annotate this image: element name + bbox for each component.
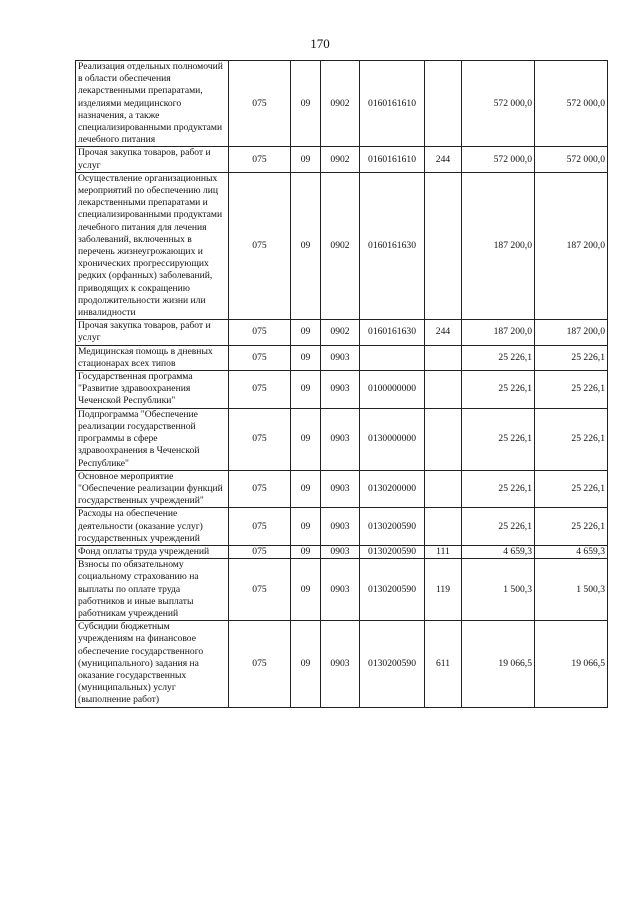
ministry-code: 075 bbox=[229, 61, 291, 147]
subsection-code: 0903 bbox=[321, 621, 360, 707]
amount-year-2: 25 226,1 bbox=[535, 470, 608, 508]
amount-year-1: 25 226,1 bbox=[462, 508, 535, 546]
row-name: Фонд оплаты труда учреждений bbox=[76, 545, 229, 558]
table-row bbox=[76, 408, 608, 470]
expense-type-code bbox=[425, 408, 462, 470]
expense-type-code bbox=[425, 470, 462, 508]
section-code: 09 bbox=[291, 508, 321, 546]
amount-year-2: 187 200,0 bbox=[535, 320, 608, 345]
row-name: Расходы на обеспечение деятельности (оказание услуг) государственных учреждений bbox=[76, 508, 229, 546]
target-item-code: 0160161630 bbox=[360, 172, 425, 319]
subsection-code: 0902 bbox=[321, 147, 360, 172]
section-code: 09 bbox=[291, 408, 321, 470]
subsection-code: 0902 bbox=[321, 172, 360, 319]
section-code: 09 bbox=[291, 559, 321, 621]
amount-year-1: 19 066,5 bbox=[462, 621, 535, 707]
section-code: 09 bbox=[291, 172, 321, 319]
expense-type-code bbox=[425, 508, 462, 546]
section-code: 09 bbox=[291, 345, 321, 370]
expense-type-code bbox=[425, 371, 462, 409]
subsection-code: 0902 bbox=[321, 320, 360, 345]
target-item-code: 0160161610 bbox=[360, 61, 425, 147]
row-name: Прочая закупка товаров, работ и услуг bbox=[76, 147, 229, 172]
subsection-code: 0903 bbox=[321, 559, 360, 621]
subsection-code: 0903 bbox=[321, 545, 360, 558]
target-item-code: 0100000000 bbox=[360, 371, 425, 409]
amount-year-1: 187 200,0 bbox=[462, 320, 535, 345]
table-row bbox=[76, 345, 608, 370]
ministry-code: 075 bbox=[229, 621, 291, 707]
amount-year-1: 25 226,1 bbox=[462, 371, 535, 409]
ministry-code: 075 bbox=[229, 559, 291, 621]
ministry-code: 075 bbox=[229, 320, 291, 345]
subsection-code: 0903 bbox=[321, 508, 360, 546]
ministry-code: 075 bbox=[229, 508, 291, 546]
target-item-code: 0130200590 bbox=[360, 621, 425, 707]
table-body bbox=[76, 61, 608, 708]
row-name: Реализация отдельных полномочий в области обеспечения лекарственными препаратами, изделиями медицинского назначения, а также специализированными продуктами лечебного питания bbox=[76, 61, 229, 147]
expense-type-code: 111 bbox=[425, 545, 462, 558]
table-row bbox=[76, 172, 608, 319]
table-row bbox=[76, 147, 608, 172]
row-name: Медицинская помощь в дневных стационарах всех типов bbox=[76, 345, 229, 370]
amount-year-2: 19 066,5 bbox=[535, 621, 608, 707]
row-name: Взносы по обязательному социальному страхованию на выплаты по оплате труда работников и иные выплаты работникам учреждений bbox=[76, 559, 229, 621]
table-row bbox=[76, 470, 608, 508]
amount-year-1: 4 659,3 bbox=[462, 545, 535, 558]
ministry-code: 075 bbox=[229, 408, 291, 470]
target-item-code: 0130200000 bbox=[360, 470, 425, 508]
ministry-code: 075 bbox=[229, 470, 291, 508]
row-name: Государственная программа "Развитие здравоохранения Чеченской Республики" bbox=[76, 371, 229, 409]
expense-type-code: 611 bbox=[425, 621, 462, 707]
section-code: 09 bbox=[291, 61, 321, 147]
amount-year-1: 25 226,1 bbox=[462, 470, 535, 508]
amount-year-1: 187 200,0 bbox=[462, 172, 535, 319]
subsection-code: 0903 bbox=[321, 371, 360, 409]
page-number: 170 bbox=[310, 36, 330, 51]
amount-year-1: 572 000,0 bbox=[462, 147, 535, 172]
target-item-code: 0130000000 bbox=[360, 408, 425, 470]
target-item-code: 0130200590 bbox=[360, 508, 425, 546]
amount-year-1: 25 226,1 bbox=[462, 408, 535, 470]
target-item-code bbox=[360, 345, 425, 370]
subsection-code: 0903 bbox=[321, 345, 360, 370]
amount-year-2: 1 500,3 bbox=[535, 559, 608, 621]
expense-type-code bbox=[425, 172, 462, 319]
budget-table bbox=[75, 60, 608, 708]
amount-year-2: 572 000,0 bbox=[535, 147, 608, 172]
row-name: Основное мероприятие "Обеспечение реализации функций государственных учреждений" bbox=[76, 470, 229, 508]
table-row bbox=[76, 320, 608, 345]
amount-year-2: 4 659,3 bbox=[535, 545, 608, 558]
amount-year-1: 25 226,1 bbox=[462, 345, 535, 370]
row-name: Прочая закупка товаров, работ и услуг bbox=[76, 320, 229, 345]
subsection-code: 0903 bbox=[321, 470, 360, 508]
amount-year-2: 187 200,0 bbox=[535, 172, 608, 319]
section-code: 09 bbox=[291, 621, 321, 707]
expense-type-code bbox=[425, 61, 462, 147]
amount-year-2: 25 226,1 bbox=[535, 508, 608, 546]
ministry-code: 075 bbox=[229, 147, 291, 172]
target-item-code: 0130200590 bbox=[360, 559, 425, 621]
section-code: 09 bbox=[291, 470, 321, 508]
subsection-code: 0902 bbox=[321, 61, 360, 147]
row-name: Осуществление организационных мероприятий по обеспечению лиц лекарственными препаратами и специализированными продуктами лечебного питания для лечения заболеваний, включенных в перечень жизнеугрожающих и хронических прогрессирующих редких (орфанных) заболеваний, приводящих к сокращению продолжительности жизни или инвалидности bbox=[76, 172, 229, 319]
section-code: 09 bbox=[291, 320, 321, 345]
expense-type-code bbox=[425, 345, 462, 370]
target-item-code: 0130200590 bbox=[360, 545, 425, 558]
amount-year-2: 572 000,0 bbox=[535, 61, 608, 147]
row-name: Подпрограмма "Обеспечение реализации государственной программы в сфере здравоохранения в Чеченской Республике" bbox=[76, 408, 229, 470]
amount-year-2: 25 226,1 bbox=[535, 345, 608, 370]
target-item-code: 0160161610 bbox=[360, 147, 425, 172]
table-row bbox=[76, 508, 608, 546]
section-code: 09 bbox=[291, 371, 321, 409]
subsection-code: 0903 bbox=[321, 408, 360, 470]
amount-year-1: 572 000,0 bbox=[462, 61, 535, 147]
table-row bbox=[76, 621, 608, 707]
ministry-code: 075 bbox=[229, 172, 291, 319]
amount-year-2: 25 226,1 bbox=[535, 408, 608, 470]
expense-type-code: 119 bbox=[425, 559, 462, 621]
table-row bbox=[76, 559, 608, 621]
ministry-code: 075 bbox=[229, 345, 291, 370]
expense-type-code: 244 bbox=[425, 320, 462, 345]
table-row bbox=[76, 61, 608, 147]
section-code: 09 bbox=[291, 147, 321, 172]
table-row bbox=[76, 545, 608, 558]
ministry-code: 075 bbox=[229, 545, 291, 558]
section-code: 09 bbox=[291, 545, 321, 558]
target-item-code: 0160161630 bbox=[360, 320, 425, 345]
row-name: Субсидии бюджетным учреждениям на финансовое обеспечение государственного (муниципального) задания на оказание государственных (муниципальных) услуг (выполнение работ) bbox=[76, 621, 229, 707]
amount-year-1: 1 500,3 bbox=[462, 559, 535, 621]
table-row bbox=[76, 371, 608, 409]
ministry-code: 075 bbox=[229, 371, 291, 409]
expense-type-code: 244 bbox=[425, 147, 462, 172]
amount-year-2: 25 226,1 bbox=[535, 371, 608, 409]
